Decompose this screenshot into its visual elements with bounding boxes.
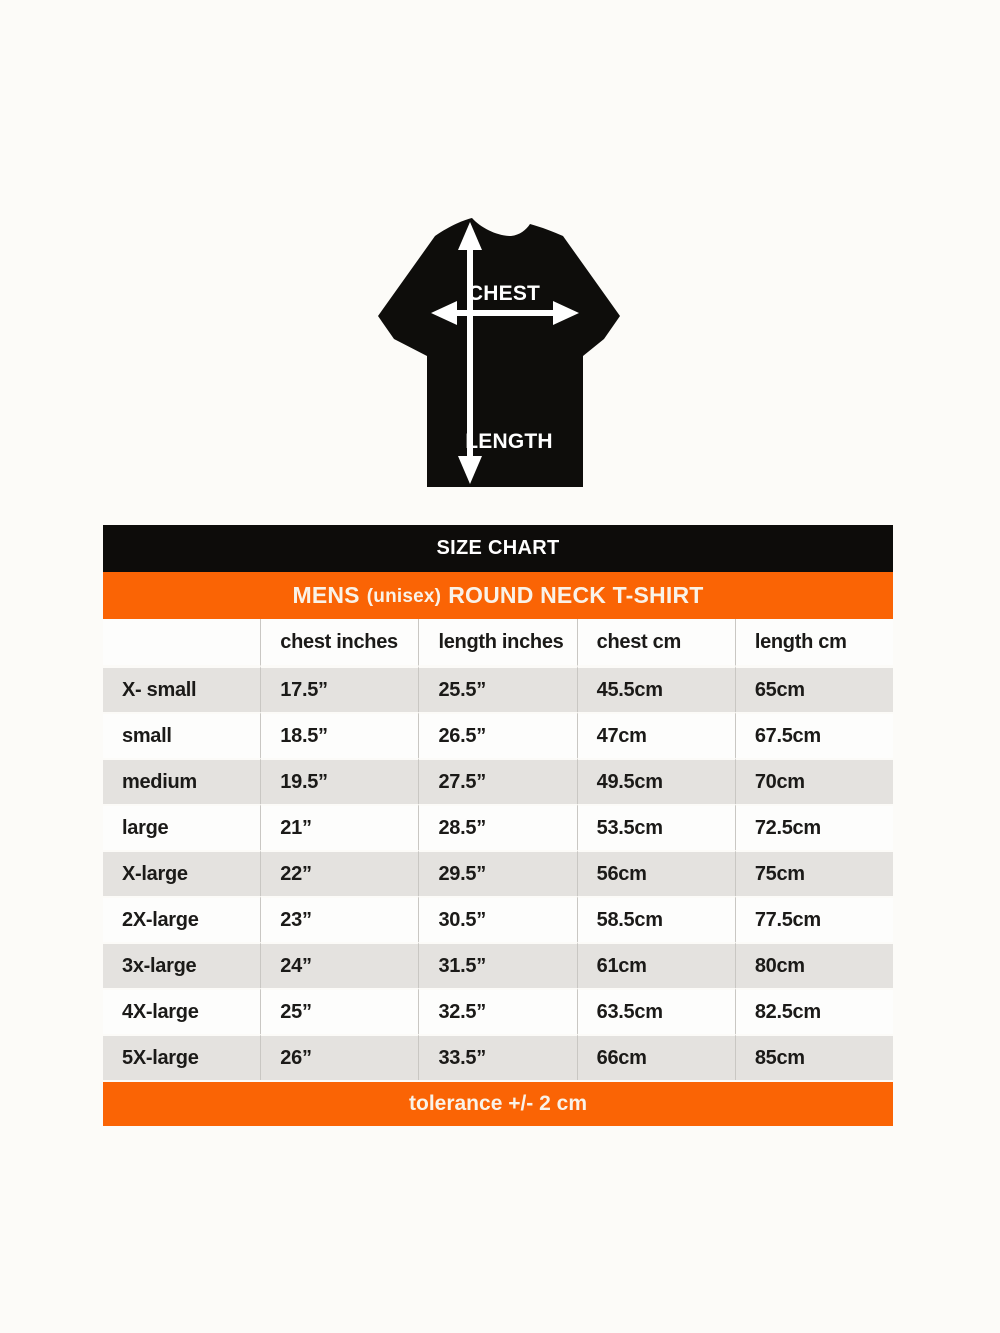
- table-row: [103, 666, 893, 712]
- value-cell: 49.5cm: [577, 758, 735, 804]
- value-cell: 82.5cm: [735, 988, 893, 1034]
- table-row: [103, 942, 893, 988]
- size-cell: 2X-large: [103, 896, 260, 942]
- value-cell: 72.5cm: [735, 804, 893, 850]
- subtitle-rest: ROUND NECK T-SHIRT: [448, 582, 704, 608]
- value-cell: 17.5”: [260, 666, 418, 712]
- value-cell: 18.5”: [260, 712, 418, 758]
- value-cell: 77.5cm: [735, 896, 893, 942]
- subtitle-mens: MENS: [292, 582, 360, 608]
- tshirt-diagram-svg: [373, 212, 625, 494]
- table-row: [103, 1034, 893, 1080]
- value-cell: 26”: [260, 1034, 418, 1080]
- value-cell: 27.5”: [418, 758, 576, 804]
- value-cell: 53.5cm: [577, 804, 735, 850]
- header-chest-cm: chest cm: [577, 619, 735, 666]
- table-row: [103, 712, 893, 758]
- value-cell: 80cm: [735, 942, 893, 988]
- size-chart: [103, 525, 893, 1126]
- size-chart-title: SIZE CHART: [436, 537, 560, 559]
- table-row: [103, 988, 893, 1034]
- tshirt-measurement-diagram: [373, 212, 625, 494]
- value-cell: 31.5”: [418, 942, 576, 988]
- header-size: [103, 619, 260, 666]
- size-chart-title-bar: [103, 525, 893, 572]
- value-cell: 22”: [260, 850, 418, 896]
- tolerance-text: tolerance +/- 2 cm: [409, 1092, 587, 1115]
- table-row: [103, 758, 893, 804]
- value-cell: 23”: [260, 896, 418, 942]
- value-cell: 26.5”: [418, 712, 576, 758]
- value-cell: 58.5cm: [577, 896, 735, 942]
- value-cell: 67.5cm: [735, 712, 893, 758]
- value-cell: 65cm: [735, 666, 893, 712]
- size-cell: X- small: [103, 666, 260, 712]
- size-table: [103, 619, 893, 1080]
- value-cell: 56cm: [577, 850, 735, 896]
- size-chart-subtitle-bar: [103, 572, 893, 619]
- subtitle-unisex: (unisex): [366, 585, 442, 607]
- size-cell: 5X-large: [103, 1034, 260, 1080]
- value-cell: 21”: [260, 804, 418, 850]
- size-table-header-row: [103, 619, 893, 666]
- value-cell: 24”: [260, 942, 418, 988]
- value-cell: 25”: [260, 988, 418, 1034]
- value-cell: 19.5”: [260, 758, 418, 804]
- table-row: [103, 896, 893, 942]
- size-cell: medium: [103, 758, 260, 804]
- header-chest-inches: chest inches: [260, 619, 418, 666]
- value-cell: 45.5cm: [577, 666, 735, 712]
- value-cell: 28.5”: [418, 804, 576, 850]
- header-length-cm: length cm: [735, 619, 893, 666]
- length-label: LENGTH: [465, 430, 553, 453]
- size-cell: small: [103, 712, 260, 758]
- value-cell: 85cm: [735, 1034, 893, 1080]
- size-cell: large: [103, 804, 260, 850]
- header-length-inches: length inches: [418, 619, 576, 666]
- value-cell: 33.5”: [418, 1034, 576, 1080]
- value-cell: 30.5”: [418, 896, 576, 942]
- table-row: [103, 850, 893, 896]
- value-cell: 47cm: [577, 712, 735, 758]
- value-cell: 61cm: [577, 942, 735, 988]
- tolerance-bar: [103, 1082, 893, 1126]
- value-cell: 75cm: [735, 850, 893, 896]
- value-cell: 32.5”: [418, 988, 576, 1034]
- value-cell: 29.5”: [418, 850, 576, 896]
- size-cell: X-large: [103, 850, 260, 896]
- value-cell: 66cm: [577, 1034, 735, 1080]
- table-row: [103, 804, 893, 850]
- value-cell: 70cm: [735, 758, 893, 804]
- value-cell: 25.5”: [418, 666, 576, 712]
- value-cell: 63.5cm: [577, 988, 735, 1034]
- size-cell: 3x-large: [103, 942, 260, 988]
- size-cell: 4X-large: [103, 988, 260, 1034]
- chest-label: CHEST: [467, 282, 541, 305]
